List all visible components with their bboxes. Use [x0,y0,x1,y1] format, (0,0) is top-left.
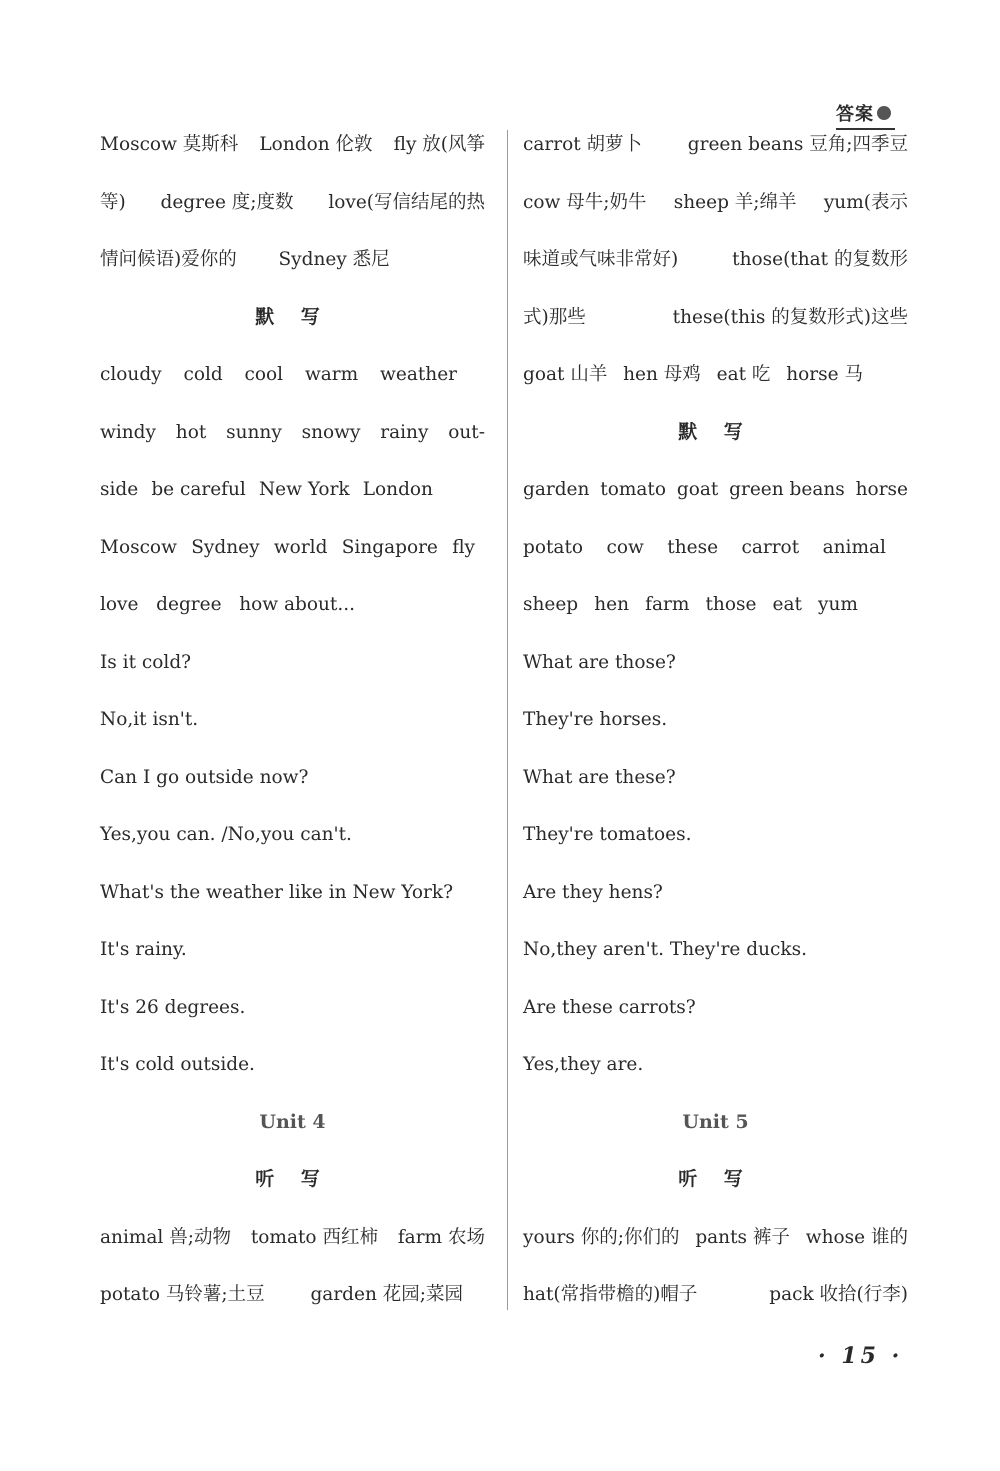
word: how about... [239,594,355,615]
vocab-entry: pants 裤子 [695,1226,790,1248]
word: farm [645,594,690,615]
vocab-entry: animal 兽;动物 [100,1226,231,1248]
vocab-entry: those(that 的复数形 [732,249,908,270]
word: cold [183,364,223,385]
unit-heading: Unit 5 [682,1110,749,1133]
word: carrot [741,536,800,558]
word: green beans [729,479,845,500]
page-number: · 15 · [818,1343,904,1369]
word: Sydney [191,536,260,558]
section-heading-dictation: 默 写 [678,420,753,443]
vocab-entry: Sydney 悉尼 [278,249,390,270]
word: fly [452,536,475,558]
vocab-entry: Moscow 莫斯科 [100,134,239,155]
word: cow [606,536,644,558]
word: degree [156,594,222,615]
vocab-entry: tomato 西红柿 [250,1226,378,1248]
vocab-entry: hen 母鸡 [623,364,701,385]
word-line [100,461,485,519]
sentence: It's rainy. [100,939,187,960]
vocab-entry: goat 山羊 [523,364,608,385]
sentence: It's cold outside. [100,1054,255,1075]
section-heading-dictation: 默 写 [255,305,330,328]
word-line [523,519,908,577]
word: Singapore [341,536,438,558]
vocab-line [523,231,908,289]
answer-header-label: 答案 [836,104,874,125]
word-line [100,404,485,462]
word-line [523,576,908,634]
word: New York [258,479,350,500]
vocab-entry: 味道或气味非常好) [523,249,679,270]
vocab-entry: carrot 胡萝卜 [523,134,643,155]
vocab-entry: cow 母牛;奶牛 [523,191,647,213]
sentence: Can I go outside now? [100,766,309,788]
sentence: They're horses. [523,709,668,730]
word: animal [822,536,886,558]
sentence: What are these? [523,766,676,788]
word: goat [676,479,719,500]
word: love [100,594,139,615]
vocab-entry: sheep 羊;绵羊 [673,191,797,213]
vocab-line [523,289,908,347]
right-column [523,116,908,1324]
vocab-entry: pack 收拾(行李) [769,1284,908,1305]
word: sunny [226,421,282,443]
sentence: Yes,they are. [523,1054,644,1075]
vocab-line [100,231,485,289]
vocab-entry: yum(表示 [823,191,908,213]
vocab-entry: potato 马铃薯;土豆 [100,1284,265,1305]
vocab-entry: farm 农场 [397,1226,485,1248]
word-line [100,346,485,404]
sentence: They're tomatoes. [523,824,692,845]
vocab-line [523,174,908,232]
sentence: It's 26 degrees. [100,996,246,1018]
vocab-line [100,1266,485,1324]
word: tomato [600,479,666,500]
vocab-entry: fly 放(风筝 [393,134,485,155]
word: cloudy [100,364,162,385]
vocab-line [100,116,485,174]
word: out- [448,421,485,443]
vocab-line [523,1209,908,1267]
word-line [100,576,485,634]
word: potato [523,536,584,558]
sentence: Are these carrots? [523,996,696,1018]
word: garden [523,479,590,500]
vocab-entry: hat(常指带檐的)帽子 [523,1284,698,1305]
word-line [100,519,485,577]
vocab-entry: 等) [100,191,126,213]
vocab-entry: whose 谁的 [805,1226,908,1248]
vocab-entry: eat 吃 [716,364,771,385]
vocab-entry: horse 马 [786,364,863,385]
word: London [362,479,433,500]
vocab-entry: green beans 豆角;四季豆 [687,134,908,155]
word: snowy [301,421,361,443]
word: Moscow [100,536,177,558]
sentence: Is it cold? [100,651,192,673]
word: these [667,536,719,558]
word: yum [818,594,858,615]
word: be careful [151,479,246,500]
vocab-entry: these(this 的复数形式)这些 [672,306,908,328]
vocab-entry: garden 花园;菜园 [310,1284,463,1305]
vocab-entry: 情问候语)爱你的 [100,249,237,270]
word: those [705,594,757,615]
sentence: No,they aren't. They're ducks. [523,939,807,960]
word: windy [100,421,156,443]
word: hot [175,421,207,443]
section-heading-listening: 听 写 [678,1168,753,1190]
vocab-entry: yours 你的;你们的 [523,1226,680,1248]
word: eat [772,594,802,615]
word: warm [304,364,359,385]
sentence: What's the weather like in New York? [100,881,454,903]
vocab-line [523,346,908,404]
sentence: Are they hens? [523,881,663,903]
word: rainy [380,421,429,443]
column-divider [507,130,508,1310]
word: weather [380,364,457,385]
vocab-line [523,1266,908,1324]
vocab-entry: 式)那些 [523,306,586,328]
vocab-line [100,174,485,232]
sentence: What are those? [523,651,676,673]
sentence: No,it isn't. [100,709,199,730]
unit-heading: Unit 4 [259,1110,326,1133]
vocab-entry: love(写信结尾的热 [328,191,485,213]
sentence: Yes,you can. /No,you can't. [100,824,352,845]
vocab-entry: London 伦敦 [259,134,373,155]
word-line [523,461,908,519]
word: cool [244,364,284,385]
word: world [273,536,328,558]
word: sheep [523,594,579,615]
vocab-line [523,116,908,174]
vocab-entry: degree 度;度数 [160,191,294,213]
word: hen [594,594,630,615]
word: horse [855,479,908,500]
section-heading-listening: 听 写 [255,1168,330,1190]
vocab-line [100,1209,485,1267]
word: side [100,479,139,500]
left-column [100,116,485,1324]
